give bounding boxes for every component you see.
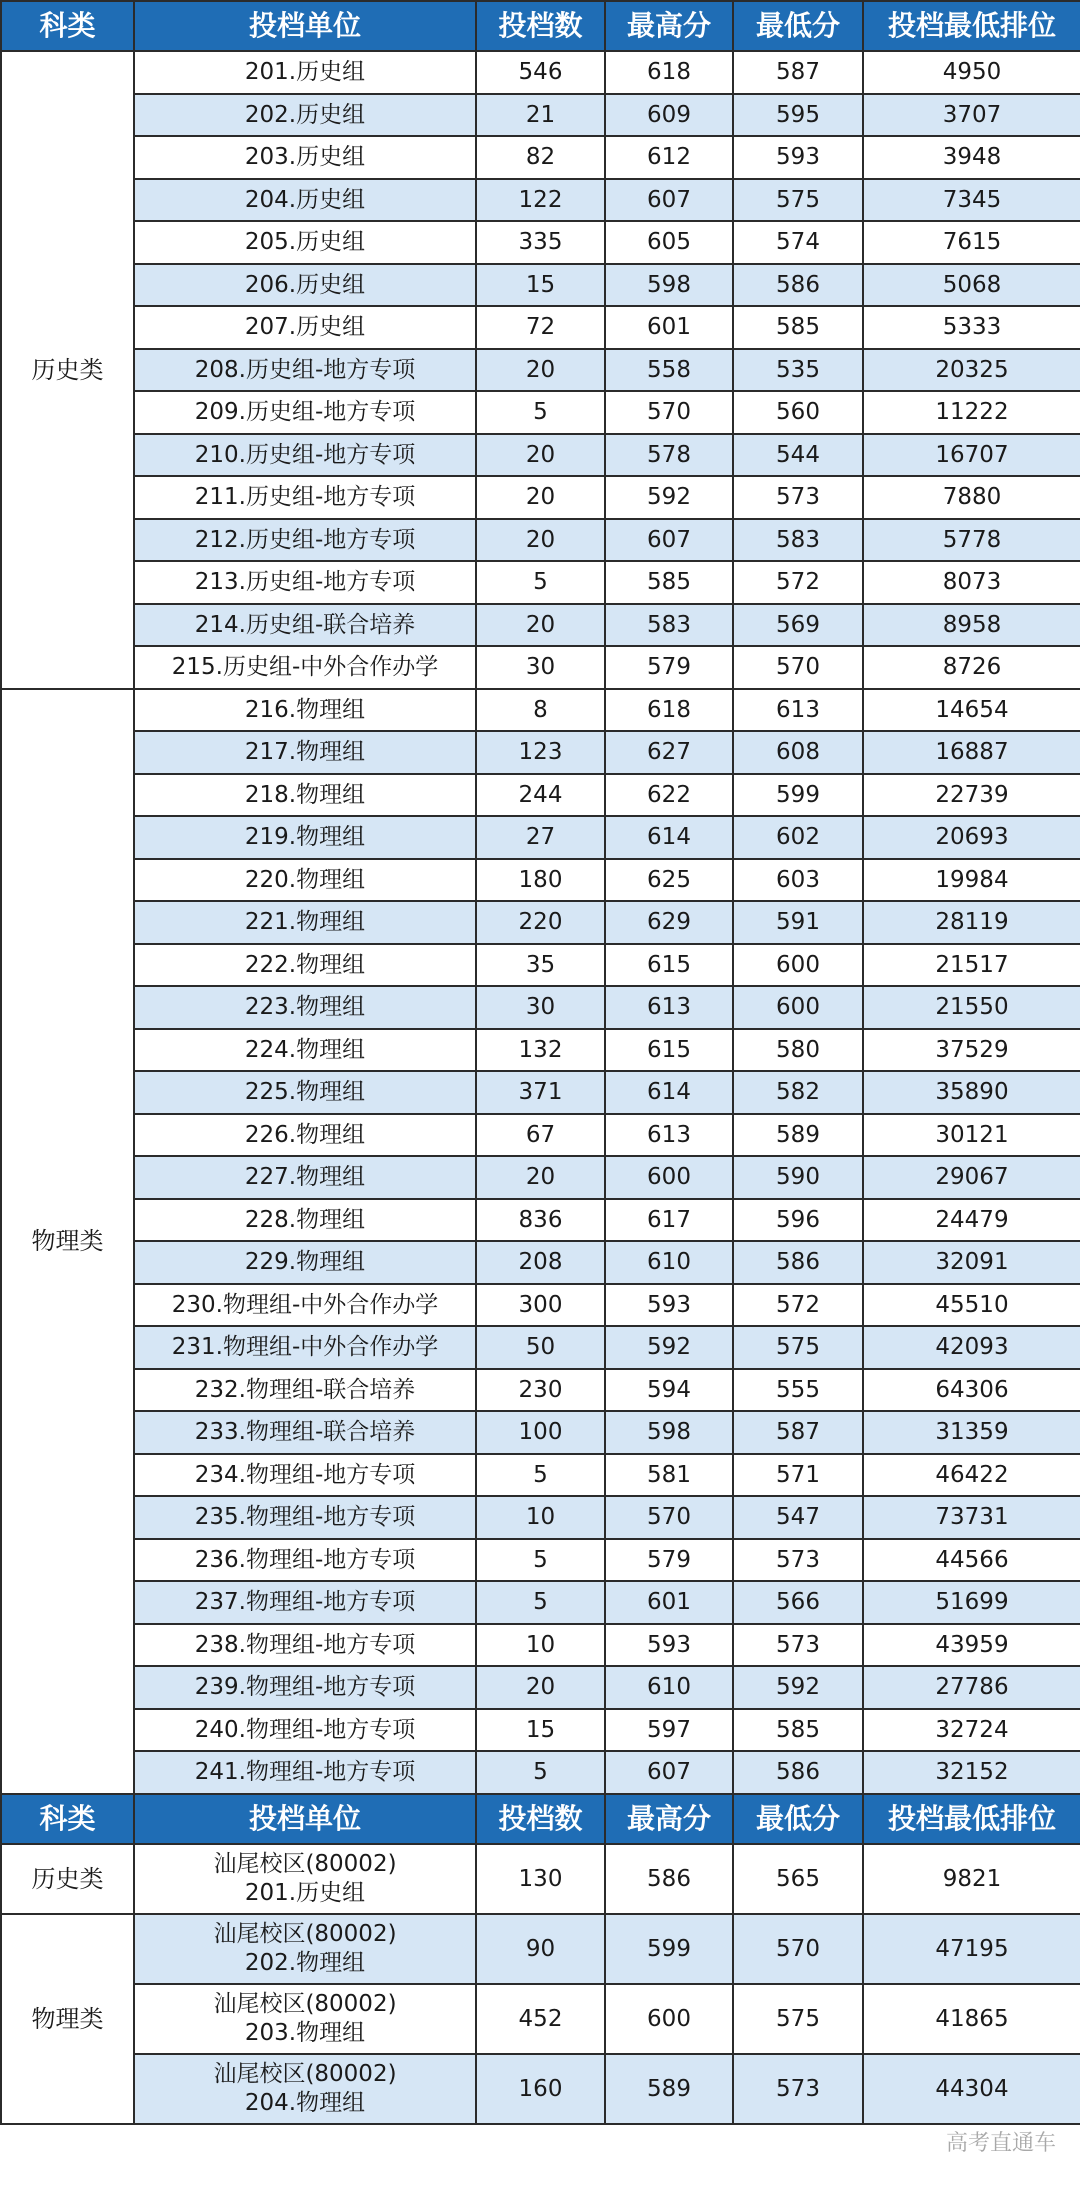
value-cell: 230: [476, 1369, 605, 1412]
value-cell: 535: [733, 349, 863, 392]
table-row: [1, 1199, 1080, 1242]
value-cell: 32091: [863, 1241, 1080, 1284]
column-header: 科类: [1, 1, 134, 51]
unit-cell: 223.物理组: [134, 986, 476, 1029]
value-cell: 615: [605, 1029, 733, 1072]
value-cell: 21550: [863, 986, 1080, 1029]
value-cell: 16887: [863, 731, 1080, 774]
value-cell: 589: [605, 2054, 733, 2124]
value-cell: 8726: [863, 646, 1080, 689]
value-cell: 573: [733, 1539, 863, 1582]
unit-cell: 213.历史组-地方专项: [134, 561, 476, 604]
table-row: [1, 2054, 1080, 2124]
value-cell: 600: [733, 944, 863, 987]
value-cell: 20693: [863, 816, 1080, 859]
value-cell: 581: [605, 1454, 733, 1497]
value-cell: 31359: [863, 1411, 1080, 1454]
value-cell: 571: [733, 1454, 863, 1497]
value-cell: 595: [733, 94, 863, 137]
column-header: 最低分: [733, 1, 863, 51]
unit-cell: 205.历史组: [134, 221, 476, 264]
value-cell: 7615: [863, 221, 1080, 264]
value-cell: 27: [476, 816, 605, 859]
value-cell: 586: [733, 1241, 863, 1284]
unit-cell: 202.历史组: [134, 94, 476, 137]
unit-cell: 232.物理组-联合培养: [134, 1369, 476, 1412]
value-cell: 585: [605, 561, 733, 604]
value-cell: 572: [733, 561, 863, 604]
table-row: [1, 306, 1080, 349]
value-cell: 11222: [863, 391, 1080, 434]
unit-cell: 204.历史组: [134, 179, 476, 222]
value-cell: 586: [733, 1751, 863, 1794]
value-cell: 614: [605, 1071, 733, 1114]
value-cell: 244: [476, 774, 605, 817]
value-cell: 587: [733, 1411, 863, 1454]
value-cell: 5: [476, 1581, 605, 1624]
value-cell: 598: [605, 1411, 733, 1454]
value-cell: 592: [605, 476, 733, 519]
value-cell: 585: [733, 1709, 863, 1752]
value-cell: 29067: [863, 1156, 1080, 1199]
category-cell: 历史类: [1, 51, 134, 689]
unit-cell: 218.物理组: [134, 774, 476, 817]
value-cell: 583: [605, 604, 733, 647]
value-cell: 573: [733, 476, 863, 519]
value-cell: 597: [605, 1709, 733, 1752]
table-row: [1, 1369, 1080, 1412]
value-cell: 575: [733, 1326, 863, 1369]
unit-cell: 219.物理组: [134, 816, 476, 859]
value-cell: 24479: [863, 1199, 1080, 1242]
value-cell: 605: [605, 221, 733, 264]
table-row: [1, 1114, 1080, 1157]
value-cell: 618: [605, 51, 733, 94]
table-row: [1, 264, 1080, 307]
value-cell: 73731: [863, 1496, 1080, 1539]
column-header: 投档单位: [134, 1, 476, 51]
table-row: [1, 136, 1080, 179]
value-cell: 3707: [863, 94, 1080, 137]
value-cell: 220: [476, 901, 605, 944]
value-cell: 590: [733, 1156, 863, 1199]
value-cell: 609: [605, 94, 733, 137]
value-cell: 613: [605, 1114, 733, 1157]
value-cell: 579: [605, 646, 733, 689]
table-row: [1, 221, 1080, 264]
column-header: 科类: [1, 1794, 134, 1844]
value-cell: 32152: [863, 1751, 1080, 1794]
table-row: [1, 1844, 1080, 1914]
unit-cell: 216.物理组: [134, 689, 476, 732]
unit-cell: 225.物理组: [134, 1071, 476, 1114]
table-row: [1, 1751, 1080, 1794]
value-cell: 21517: [863, 944, 1080, 987]
value-cell: 51699: [863, 1581, 1080, 1624]
value-cell: 122: [476, 179, 605, 222]
value-cell: 599: [605, 1914, 733, 1984]
value-cell: 585: [733, 306, 863, 349]
table-row: [1, 1326, 1080, 1369]
value-cell: 575: [733, 179, 863, 222]
value-cell: 20: [476, 519, 605, 562]
value-cell: 594: [605, 1369, 733, 1412]
value-cell: 592: [605, 1326, 733, 1369]
unit-cell: 209.历史组-地方专项: [134, 391, 476, 434]
value-cell: 615: [605, 944, 733, 987]
value-cell: 573: [733, 2054, 863, 2124]
value-cell: 10: [476, 1624, 605, 1667]
value-cell: 371: [476, 1071, 605, 1114]
value-cell: 3948: [863, 136, 1080, 179]
table-row: [1, 1156, 1080, 1199]
table-row: [1, 476, 1080, 519]
value-cell: 46422: [863, 1454, 1080, 1497]
table-row: [1, 1496, 1080, 1539]
table-row: [1, 519, 1080, 562]
value-cell: 90: [476, 1914, 605, 1984]
table-row: [1, 1071, 1080, 1114]
value-cell: 622: [605, 774, 733, 817]
unit-cell: 230.物理组-中外合作办学: [134, 1284, 476, 1327]
value-cell: 64306: [863, 1369, 1080, 1412]
value-cell: 570: [733, 1914, 863, 1984]
value-cell: 573: [733, 1624, 863, 1667]
unit-cell: 234.物理组-地方专项: [134, 1454, 476, 1497]
value-cell: 602: [733, 816, 863, 859]
value-cell: 5: [476, 1539, 605, 1582]
value-cell: 47195: [863, 1914, 1080, 1984]
value-cell: 613: [733, 689, 863, 732]
value-cell: 598: [605, 264, 733, 307]
value-cell: 599: [733, 774, 863, 817]
value-cell: 44304: [863, 2054, 1080, 2124]
value-cell: 5: [476, 391, 605, 434]
value-cell: 43959: [863, 1624, 1080, 1667]
unit-cell: 235.物理组-地方专项: [134, 1496, 476, 1539]
group-label: 202.物理组: [244, 1949, 366, 1976]
unit-cell: 220.物理组: [134, 859, 476, 902]
group-label: 204.物理组: [244, 2089, 366, 2116]
table-row: [1, 1984, 1080, 2054]
value-cell: 560: [733, 391, 863, 434]
value-cell: 300: [476, 1284, 605, 1327]
table-header-row: [1, 1, 1080, 51]
value-cell: 20325: [863, 349, 1080, 392]
value-cell: 7345: [863, 179, 1080, 222]
value-cell: 41865: [863, 1984, 1080, 2054]
value-cell: 566: [733, 1581, 863, 1624]
unit-cell: 236.物理组-地方专项: [134, 1539, 476, 1582]
column-header: 投档单位: [134, 1794, 476, 1844]
column-header: 最低分: [733, 1794, 863, 1844]
value-cell: 570: [605, 391, 733, 434]
value-cell: 600: [605, 1156, 733, 1199]
unit-cell: 224.物理组: [134, 1029, 476, 1072]
value-cell: 20: [476, 1156, 605, 1199]
value-cell: 627: [605, 731, 733, 774]
value-cell: 452: [476, 1984, 605, 2054]
value-cell: 15: [476, 1709, 605, 1752]
value-cell: 5333: [863, 306, 1080, 349]
unit-cell: 201.历史组: [134, 51, 476, 94]
unit-cell: 239.物理组-地方专项: [134, 1666, 476, 1709]
value-cell: 570: [605, 1496, 733, 1539]
value-cell: 558: [605, 349, 733, 392]
table-row: [1, 774, 1080, 817]
value-cell: 579: [605, 1539, 733, 1582]
value-cell: 587: [733, 51, 863, 94]
value-cell: 580: [733, 1029, 863, 1072]
unit-cell: 222.物理组: [134, 944, 476, 987]
value-cell: 613: [605, 986, 733, 1029]
value-cell: 27786: [863, 1666, 1080, 1709]
table-row: [1, 986, 1080, 1029]
value-cell: 610: [605, 1241, 733, 1284]
column-header: 投档数: [476, 1, 605, 51]
value-cell: 20: [476, 1666, 605, 1709]
value-cell: 32724: [863, 1709, 1080, 1752]
table-row: [1, 349, 1080, 392]
value-cell: 19984: [863, 859, 1080, 902]
unit-cell: 207.历史组: [134, 306, 476, 349]
value-cell: 22739: [863, 774, 1080, 817]
unit-cell: 241.物理组-地方专项: [134, 1751, 476, 1794]
table-row: [1, 731, 1080, 774]
table-row: [1, 646, 1080, 689]
table-row: [1, 1914, 1080, 1984]
value-cell: 601: [605, 306, 733, 349]
group-label: 201.历史组: [244, 1879, 366, 1906]
value-cell: 593: [605, 1624, 733, 1667]
value-cell: 836: [476, 1199, 605, 1242]
value-cell: 570: [733, 646, 863, 689]
value-cell: 50: [476, 1326, 605, 1369]
value-cell: 67: [476, 1114, 605, 1157]
value-cell: 582: [733, 1071, 863, 1114]
value-cell: 5: [476, 1751, 605, 1794]
value-cell: 608: [733, 731, 863, 774]
value-cell: 45510: [863, 1284, 1080, 1327]
unit-cell: 238.物理组-地方专项: [134, 1624, 476, 1667]
group-label: 203.物理组: [244, 2019, 366, 2046]
column-header: 投档数: [476, 1794, 605, 1844]
value-cell: 8073: [863, 561, 1080, 604]
column-header: 最高分: [605, 1, 733, 51]
value-cell: 555: [733, 1369, 863, 1412]
value-cell: 10: [476, 1496, 605, 1539]
unit-cell: 211.历史组-地方专项: [134, 476, 476, 519]
value-cell: 9821: [863, 1844, 1080, 1914]
value-cell: 42093: [863, 1326, 1080, 1369]
value-cell: 5: [476, 1454, 605, 1497]
value-cell: 574: [733, 221, 863, 264]
value-cell: 625: [605, 859, 733, 902]
value-cell: 575: [733, 1984, 863, 2054]
table-row: [1, 434, 1080, 477]
value-cell: 16707: [863, 434, 1080, 477]
value-cell: 607: [605, 519, 733, 562]
unit-cell: [134, 2054, 476, 2124]
value-cell: 572: [733, 1284, 863, 1327]
column-header: 最高分: [605, 1794, 733, 1844]
value-cell: 607: [605, 179, 733, 222]
unit-cell: 228.物理组: [134, 1199, 476, 1242]
value-cell: 593: [733, 136, 863, 179]
value-cell: 20: [476, 604, 605, 647]
value-cell: 20: [476, 476, 605, 519]
unit-cell: 221.物理组: [134, 901, 476, 944]
table-row: [1, 51, 1080, 94]
value-cell: 593: [605, 1284, 733, 1327]
value-cell: 123: [476, 731, 605, 774]
column-header: 投档最低排位: [863, 1, 1080, 51]
value-cell: 37529: [863, 1029, 1080, 1072]
value-cell: 614: [605, 816, 733, 859]
table-row: [1, 1284, 1080, 1327]
campus-label: 汕尾校区(80002): [213, 1990, 397, 2017]
unit-cell: 208.历史组-地方专项: [134, 349, 476, 392]
table-row: [1, 391, 1080, 434]
value-cell: 4950: [863, 51, 1080, 94]
unit-cell: [134, 1914, 476, 1984]
value-cell: 592: [733, 1666, 863, 1709]
value-cell: 569: [733, 604, 863, 647]
table-row: [1, 1624, 1080, 1667]
value-cell: 132: [476, 1029, 605, 1072]
watermark: 高考直通车: [945, 2131, 1056, 2156]
value-cell: 596: [733, 1199, 863, 1242]
value-cell: 14654: [863, 689, 1080, 732]
table-row: [1, 1029, 1080, 1072]
value-cell: 578: [605, 434, 733, 477]
value-cell: 547: [733, 1496, 863, 1539]
campus-label: 汕尾校区(80002): [213, 1850, 397, 1877]
unit-cell: 214.历史组-联合培养: [134, 604, 476, 647]
table-row: [1, 1539, 1080, 1582]
value-cell: 610: [605, 1666, 733, 1709]
value-cell: 35: [476, 944, 605, 987]
unit-cell: 215.历史组-中外合作办学: [134, 646, 476, 689]
unit-cell: [134, 1984, 476, 2054]
value-cell: 30: [476, 646, 605, 689]
unit-cell: 210.历史组-地方专项: [134, 434, 476, 477]
value-cell: 208: [476, 1241, 605, 1284]
unit-cell: 229.物理组: [134, 1241, 476, 1284]
value-cell: 8: [476, 689, 605, 732]
value-cell: 30: [476, 986, 605, 1029]
table-row: [1, 944, 1080, 987]
table-row: [1, 1709, 1080, 1752]
campus-label: 汕尾校区(80002): [213, 1920, 397, 1947]
value-cell: 600: [605, 1984, 733, 2054]
column-header: 投档最低排位: [863, 1794, 1080, 1844]
value-cell: 160: [476, 2054, 605, 2124]
table-row: [1, 1241, 1080, 1284]
table-row: [1, 859, 1080, 902]
value-cell: 180: [476, 859, 605, 902]
value-cell: 20: [476, 434, 605, 477]
campus-label: 汕尾校区(80002): [213, 2060, 397, 2087]
table-row: [1, 816, 1080, 859]
value-cell: 583: [733, 519, 863, 562]
value-cell: 21: [476, 94, 605, 137]
value-cell: 544: [733, 434, 863, 477]
value-cell: 5: [476, 561, 605, 604]
value-cell: 618: [605, 689, 733, 732]
unit-cell: 233.物理组-联合培养: [134, 1411, 476, 1454]
table-row: [1, 1454, 1080, 1497]
unit-cell: 231.物理组-中外合作办学: [134, 1326, 476, 1369]
unit-cell: 227.物理组: [134, 1156, 476, 1199]
unit-cell: 206.历史组: [134, 264, 476, 307]
unit-cell: 240.物理组-地方专项: [134, 1709, 476, 1752]
value-cell: 591: [733, 901, 863, 944]
unit-cell: [134, 1844, 476, 1914]
value-cell: 5778: [863, 519, 1080, 562]
unit-cell: 237.物理组-地方专项: [134, 1581, 476, 1624]
table-row: [1, 561, 1080, 604]
value-cell: 586: [733, 264, 863, 307]
value-cell: 629: [605, 901, 733, 944]
value-cell: 5068: [863, 264, 1080, 307]
value-cell: 601: [605, 1581, 733, 1624]
table-header-row: [1, 1794, 1080, 1844]
table-row: [1, 1411, 1080, 1454]
table-row: [1, 179, 1080, 222]
value-cell: 612: [605, 136, 733, 179]
value-cell: 82: [476, 136, 605, 179]
value-cell: 546: [476, 51, 605, 94]
value-cell: 565: [733, 1844, 863, 1914]
unit-cell: 212.历史组-地方专项: [134, 519, 476, 562]
value-cell: 35890: [863, 1071, 1080, 1114]
value-cell: 15: [476, 264, 605, 307]
unit-cell: 226.物理组: [134, 1114, 476, 1157]
value-cell: 607: [605, 1751, 733, 1794]
value-cell: 617: [605, 1199, 733, 1242]
value-cell: 603: [733, 859, 863, 902]
value-cell: 72: [476, 306, 605, 349]
value-cell: 335: [476, 221, 605, 264]
value-cell: 589: [733, 1114, 863, 1157]
value-cell: 130: [476, 1844, 605, 1914]
table-row: [1, 1581, 1080, 1624]
table-row: [1, 901, 1080, 944]
value-cell: 20: [476, 349, 605, 392]
value-cell: 8958: [863, 604, 1080, 647]
category-cell: 物理类: [1, 1914, 134, 2124]
value-cell: 600: [733, 986, 863, 1029]
category-cell: 历史类: [1, 1844, 134, 1914]
table-row: [1, 94, 1080, 137]
value-cell: 44566: [863, 1539, 1080, 1582]
value-cell: 30121: [863, 1114, 1080, 1157]
table-row: [1, 604, 1080, 647]
value-cell: 586: [605, 1844, 733, 1914]
unit-cell: 203.历史组: [134, 136, 476, 179]
value-cell: 28119: [863, 901, 1080, 944]
table-row: [1, 689, 1080, 732]
unit-cell: 217.物理组: [134, 731, 476, 774]
table-row: [1, 1666, 1080, 1709]
value-cell: 7880: [863, 476, 1080, 519]
value-cell: 100: [476, 1411, 605, 1454]
category-cell: 物理类: [1, 689, 134, 1794]
